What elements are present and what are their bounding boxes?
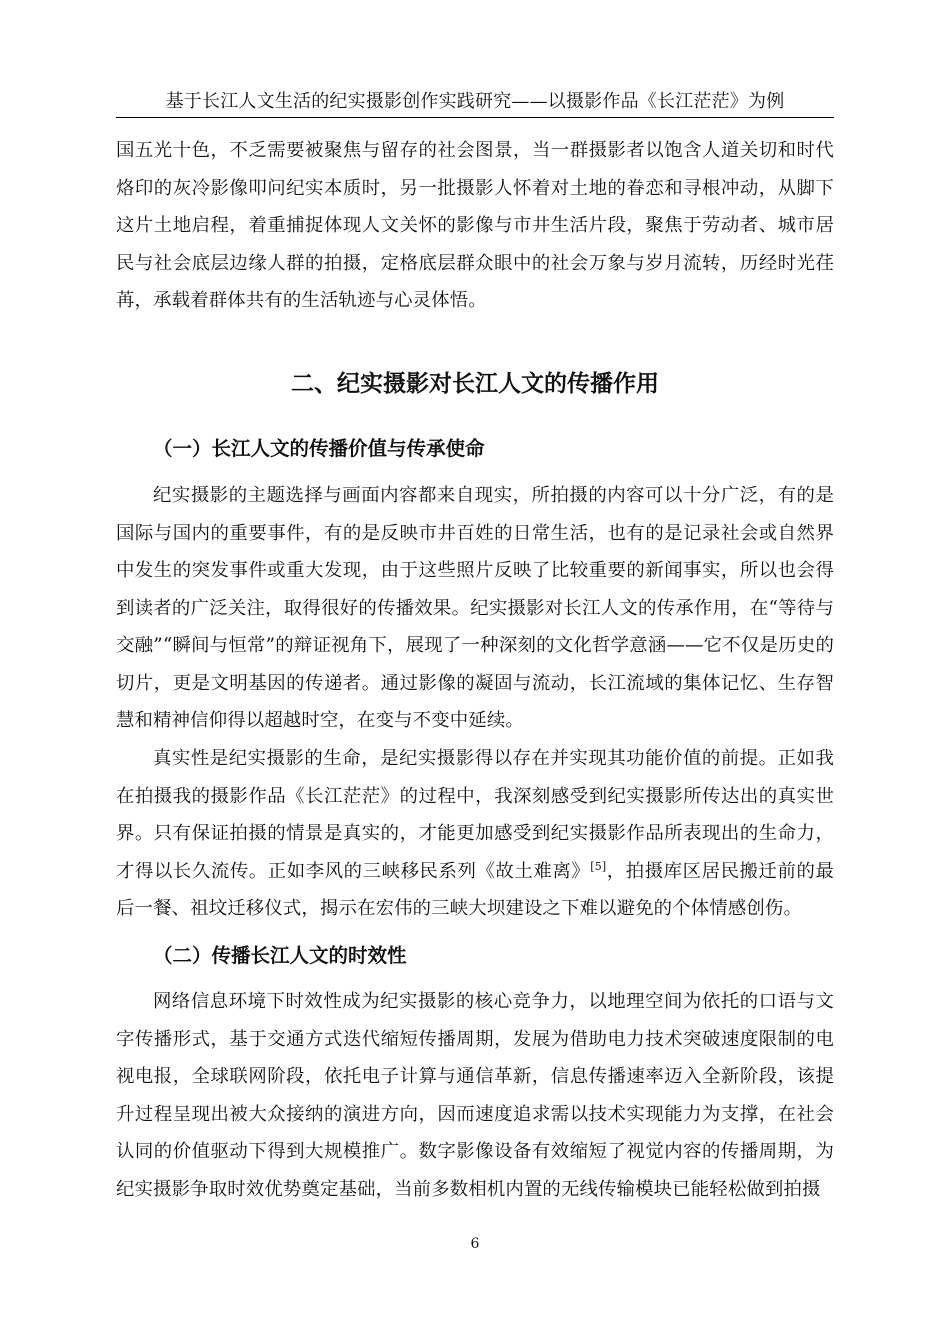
- subsection-heading-1: （一）长江人文的传播价值与传承使命: [153, 437, 485, 460]
- running-header: 基于长江人文生活的纪实摄影创作实践研究——以摄影作品《长江茫茫》为例: [165, 91, 785, 112]
- paragraph-authenticity: [116, 740, 834, 928]
- paragraph-authenticity-text: 真实性是纪实摄影的生命，是纪实摄影得以存在并实现其功能价值的前提。正如我在拍摄我的摄影作品《长江茫茫》的过程中，我深刻感受到纪实摄影所传达出的真实世界。只有保证拍摄的情景是真实的，才能更加感受到纪实摄影作品所表现出的生命力，才得以长久流传。正如李风的三峡移民系列《故土难离》: [116, 748, 834, 882]
- paragraph-authenticity-text-end: ，拍摄库区居民搬迁前的最后一餐、祖坟迁移仪式，揭示在宏伟的三峡大坝建设之下难以避免的个体情感创伤。: [116, 860, 834, 919]
- paragraph-timeliness: 网络信息环境下时效性成为纪实摄影的核心竞争力，以地理空间为依托的口语与文字传播形式，基于交通方式迭代缩短传播周期，发展为借助电力技术突破速度限制的电视电报，全球联网阶段，依托电子计算与通信革新，信息传播速率迈入全新阶段，该提升过程呈现出被大众接纳的演进方向，因而速度追求需以技术实现能力为支撑，在社会认同的价值驱动下得到大规模推广。数字影像设备有效缩短了视觉内容的传播周期，为纪实摄影争取时效优势奠定基础，当前多数相机内置的无线传输模块已能轻松做到拍摄: [116, 991, 834, 1200]
- page-number: 6: [470, 1236, 480, 1252]
- citation-marker: [5]: [590, 859, 607, 873]
- paragraph-communication-value: 纪实摄影的主题选择与画面内容都来自现实，所拍摄的内容可以十分广泛，有的是国际与国内的重要事件，有的是反映市井百姓的日常生活，也有的是记录社会或自然界中发生的突发事件或重大发现，由于这些照片反映了比较重要的新闻事实，所以也会得到读者的广泛关注，取得很好的传播效果。纪实摄影对长江人文的传承作用，在“等待与交融”“瞬间与恒常”的辩证视角下，展现了一种深刻的文化哲学意涵——它不仅是历史的切片，更是文明基因的传递者。通过影像的凝固与流动，长江流域的集体记忆、生存智慧和精神信仰得以超越时空，在变与不变中延续。: [116, 485, 834, 731]
- subsection-heading-2: （二）传播长江人文的时效性: [153, 944, 407, 967]
- header-rule: [116, 117, 834, 118]
- intro-paragraph: 国五光十色，不乏需要被聚焦与留存的社会图景，当一群摄影者以饱含人道关切和时代烙印的灰冷影像叩问纪实本质时，另一批摄影人怀着对土地的眷恋和寻根冲动，从脚下这片土地启程，着重捕捉体现人文关怀的影像与市井生活片段，聚焦于劳动者、城市居民与社会底层边缘人群的拍摄，定格底层群众眼中的社会万象与岁月流转，历经时光荏苒，承载着群体共有的生活轨迹与心灵体悟。: [116, 140, 834, 311]
- section-heading: 二、纪实摄影对长江人文的传播作用: [291, 371, 659, 397]
